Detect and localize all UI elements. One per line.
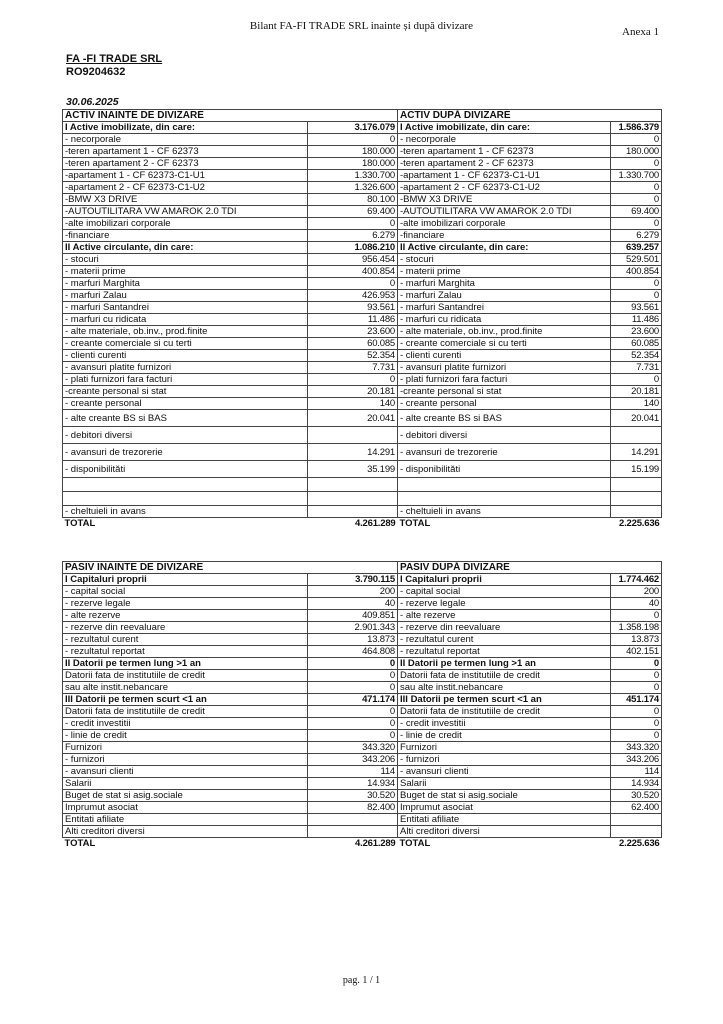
row-label-before: Furnizori: [63, 742, 308, 754]
row-value-before: 20.181: [308, 386, 398, 398]
row-label-before: - cheltuieli in avans: [63, 506, 308, 518]
row-label-after: -apartament 2 - CF 62373-C1-U2: [398, 182, 611, 194]
row-value-before: 69.400: [308, 206, 398, 218]
row-value-before: 464.808: [308, 646, 398, 658]
row-value-before: 1.086.210: [308, 242, 398, 254]
row-label-after: - creante comerciale si cu terti: [398, 338, 611, 350]
row-value-before: 7.731: [308, 362, 398, 374]
row-label-before: Buget de stat si asig.sociale: [63, 790, 308, 802]
row-label-before: - marfuri Santandrei: [63, 302, 308, 314]
row-value-before: 20.041: [308, 410, 398, 427]
row-value-before: 0: [308, 730, 398, 742]
row-label-after: - rezerve din reevaluare: [398, 622, 611, 634]
table-row: [63, 670, 662, 682]
row-label-after: - alte materiale, ob.inv., prod.finite: [398, 326, 611, 338]
row-value-before: 6.279: [308, 230, 398, 242]
total-label-before: TOTAL: [64, 518, 96, 529]
row-label-after: - disponibilităti: [398, 461, 611, 478]
pasiv-table: [62, 561, 662, 849]
table-row: [63, 492, 662, 506]
pasiv-header-row: [63, 562, 662, 574]
table-row: [63, 610, 662, 622]
row-label-after: - necorporale: [398, 134, 611, 146]
table-row: [63, 386, 662, 398]
page-number: pag. 1 / 1: [342, 975, 381, 986]
row-label-after: - plati furnizori fara facturi: [398, 374, 611, 386]
row-label-before: - disponibilităti: [63, 461, 308, 478]
row-label-before: - debitori diversi: [63, 427, 308, 444]
table-row: [63, 170, 662, 182]
row-label-after: - marfuri Marghita: [398, 278, 611, 290]
row-value-before: 52.354: [308, 350, 398, 362]
activ-header-row: [63, 110, 662, 122]
row-value-after: 6.279: [611, 230, 662, 242]
row-label-before: Salarii: [63, 778, 308, 790]
table-row: [63, 146, 662, 158]
table-row: [63, 790, 662, 802]
table-row: [63, 478, 662, 492]
row-label-before: - rezultatul curent: [63, 634, 308, 646]
row-value-before: 180.000: [308, 146, 398, 158]
table-row: [63, 622, 662, 634]
table-row: [63, 814, 662, 826]
row-value-before: 40: [308, 598, 398, 610]
row-label-before: Datorii fata de institutiile de credit: [63, 706, 308, 718]
table-row: [63, 574, 662, 586]
table-row: [63, 730, 662, 742]
row-value-before: 1.330.700: [308, 170, 398, 182]
row-label-before: - capital social: [63, 586, 308, 598]
row-value-before: 0: [308, 278, 398, 290]
row-label-before: I Active imobilizate, din care:: [63, 122, 308, 134]
row-label-before: II Active circulante, din care:: [63, 242, 308, 254]
table-row: [63, 646, 662, 658]
row-label-after: - materii prime: [398, 266, 611, 278]
row-value-before: [308, 506, 398, 518]
pasiv-before-title: PASIV INAINTE DE DIVIZARE: [63, 562, 398, 574]
activ-total-row: [63, 518, 662, 530]
row-value-after: 451.174: [611, 694, 662, 706]
row-label-after: Datorii fata de institutiile de credit: [398, 670, 611, 682]
row-value-before: [308, 478, 398, 492]
total-label-after: TOTAL: [399, 518, 431, 529]
table-row: [63, 427, 662, 444]
row-label-after: I Active imobilizate, din care:: [398, 122, 611, 134]
row-label-before: -alte imobilizari corporale: [63, 218, 308, 230]
table-row: [63, 302, 662, 314]
row-value-before: 35.199: [308, 461, 398, 478]
row-value-before: 93.561: [308, 302, 398, 314]
table-row: [63, 122, 662, 134]
table-row: [63, 586, 662, 598]
row-value-before: 0: [308, 682, 398, 694]
row-label-after: -financiare: [398, 230, 611, 242]
row-label-before: - rezultatul reportat: [63, 646, 308, 658]
table-row: [63, 766, 662, 778]
row-value-after: 0: [611, 182, 662, 194]
row-label-before: - alte rezerve: [63, 610, 308, 622]
row-value-after: 200: [611, 586, 662, 598]
row-label-after: - linie de credit: [398, 730, 611, 742]
row-value-after: 1.330.700: [611, 170, 662, 182]
row-value-after: [611, 506, 662, 518]
row-value-after: 402.151: [611, 646, 662, 658]
table-row: [63, 461, 662, 478]
row-value-after: 13.873: [611, 634, 662, 646]
row-value-before: 0: [308, 718, 398, 730]
table-row: [63, 194, 662, 206]
row-value-after: 20.041: [611, 410, 662, 427]
row-label-before: - marfuri cu ridicata: [63, 314, 308, 326]
table-row: [63, 802, 662, 814]
row-label-after: Furnizori: [398, 742, 611, 754]
row-label-before: - linie de credit: [63, 730, 308, 742]
row-value-before: 200: [308, 586, 398, 598]
table-row: [63, 254, 662, 266]
row-value-before: 409.851: [308, 610, 398, 622]
row-value-before: 0: [308, 658, 398, 670]
row-value-after: 0: [611, 610, 662, 622]
row-label-before: - alte materiale, ob.inv., prod.finite: [63, 326, 308, 338]
balance-date: 30.06.2025: [66, 96, 119, 108]
row-label-before: - creante comerciale si cu terti: [63, 338, 308, 350]
row-label-after: [398, 492, 611, 506]
table-row: [63, 314, 662, 326]
row-value-after: 0: [611, 730, 662, 742]
row-label-before: - alte creante BS si BAS: [63, 410, 308, 427]
row-label-after: - avansuri platite furnizori: [398, 362, 611, 374]
row-label-before: -teren apartament 2 - CF 62373: [63, 158, 308, 170]
row-label-after: Entitati afiliate: [398, 814, 611, 826]
table-row: [63, 182, 662, 194]
row-label-after: -BMW X3 DRIVE: [398, 194, 611, 206]
table-row: [63, 398, 662, 410]
row-label-before: III Datorii pe termen scurt <1 an: [63, 694, 308, 706]
row-value-after: 0: [611, 158, 662, 170]
row-value-before: 140: [308, 398, 398, 410]
row-value-after: 0: [611, 374, 662, 386]
row-value-after: 69.400: [611, 206, 662, 218]
row-value-after: 0: [611, 278, 662, 290]
row-value-before: [308, 492, 398, 506]
table-row: [63, 634, 662, 646]
row-label-before: - avansuri clienti: [63, 766, 308, 778]
row-label-before: Datorii fata de institutiile de credit: [63, 670, 308, 682]
row-value-after: 1.586.379: [611, 122, 662, 134]
row-label-after: - furnizori: [398, 754, 611, 766]
table-row: [63, 444, 662, 461]
table-row: [63, 278, 662, 290]
table-row: [63, 206, 662, 218]
table-row: [63, 718, 662, 730]
row-label-before: - marfuri Marghita: [63, 278, 308, 290]
table-row: [63, 242, 662, 254]
row-label-after: I Capitaluri proprii: [398, 574, 611, 586]
table-row: [63, 682, 662, 694]
row-label-before: - creante personal: [63, 398, 308, 410]
row-value-after: [611, 826, 662, 838]
row-label-after: - marfuri cu ridicata: [398, 314, 611, 326]
row-label-before: - marfuri Zalau: [63, 290, 308, 302]
row-value-before: 14.291: [308, 444, 398, 461]
row-value-before: 2.901.343: [308, 622, 398, 634]
row-label-before: - necorporale: [63, 134, 308, 146]
row-label-after: II Active circulante, din care:: [398, 242, 611, 254]
total-label-before: TOTAL: [64, 838, 96, 849]
row-label-before: -teren apartament 1 - CF 62373: [63, 146, 308, 158]
row-value-before: 11.486: [308, 314, 398, 326]
row-label-before: sau alte instit.nebancare: [63, 682, 308, 694]
table-row: [63, 598, 662, 610]
row-value-after: [611, 814, 662, 826]
table-row: [63, 290, 662, 302]
row-label-after: II Datorii pe termen lung >1 an: [398, 658, 611, 670]
row-label-before: - avansuri platite furnizori: [63, 362, 308, 374]
row-label-before: -AUTOUTILITARA VW AMAROK 2.0 TDI: [63, 206, 308, 218]
row-value-before: 956.454: [308, 254, 398, 266]
table-row: [63, 410, 662, 427]
row-label-after: - rezerve legale: [398, 598, 611, 610]
row-label-before: - rezerve legale: [63, 598, 308, 610]
row-label-before: [63, 478, 308, 492]
row-value-after: 62.400: [611, 802, 662, 814]
row-value-before: 0: [308, 134, 398, 146]
activ-table: [62, 109, 662, 529]
table-row: [63, 266, 662, 278]
table-row: [63, 658, 662, 670]
activ-before-title: ACTIV INAINTE DE DIVIZARE: [63, 110, 398, 122]
row-label-after: sau alte instit.nebancare: [398, 682, 611, 694]
row-value-before: [308, 427, 398, 444]
row-label-after: - debitori diversi: [398, 427, 611, 444]
row-label-after: -teren apartament 1 - CF 62373: [398, 146, 611, 158]
row-value-after: 40: [611, 598, 662, 610]
row-value-before: 0: [308, 670, 398, 682]
row-value-after: 30.520: [611, 790, 662, 802]
row-label-after: - avansuri de trezorerie: [398, 444, 611, 461]
total-value-after: 2.225.636: [619, 518, 660, 529]
table-row: [63, 506, 662, 518]
table-row: [63, 230, 662, 242]
row-value-after: 11.486: [611, 314, 662, 326]
row-value-after: 0: [611, 134, 662, 146]
row-label-after: - credit investitii: [398, 718, 611, 730]
row-value-after: 20.181: [611, 386, 662, 398]
row-label-after: Buget de stat si asig.sociale: [398, 790, 611, 802]
row-value-after: 0: [611, 218, 662, 230]
row-value-after: [611, 427, 662, 444]
table-row: [63, 826, 662, 838]
pasiv-after-title: PASIV DUPĂ DIVIZARE: [398, 562, 662, 574]
row-label-after: -apartament 1 - CF 62373-C1-U1: [398, 170, 611, 182]
table-row: [63, 218, 662, 230]
row-value-before: 14.934: [308, 778, 398, 790]
row-value-before: 343.206: [308, 754, 398, 766]
table-row: [63, 134, 662, 146]
row-label-before: - avansuri de trezorerie: [63, 444, 308, 461]
row-value-before: 82.400: [308, 802, 398, 814]
row-value-after: 529.501: [611, 254, 662, 266]
annex-label: Anexa 1: [622, 26, 659, 38]
row-value-after: 180.000: [611, 146, 662, 158]
row-value-before: 343.320: [308, 742, 398, 754]
row-value-after: 343.206: [611, 754, 662, 766]
row-label-after: - rezultatul curent: [398, 634, 611, 646]
row-value-after: 7.731: [611, 362, 662, 374]
table-row: [63, 338, 662, 350]
row-value-after: 93.561: [611, 302, 662, 314]
row-value-after: 1.358.198: [611, 622, 662, 634]
total-label-after: TOTAL: [399, 838, 431, 849]
row-label-before: -BMW X3 DRIVE: [63, 194, 308, 206]
row-value-before: 80.100: [308, 194, 398, 206]
row-label-before: Entitati afiliate: [63, 814, 308, 826]
row-label-after: - avansuri clienti: [398, 766, 611, 778]
row-label-before: -apartament 2 - CF 62373-C1-U2: [63, 182, 308, 194]
row-value-before: 0: [308, 374, 398, 386]
row-value-after: 0: [611, 194, 662, 206]
row-value-after: 1.774.462: [611, 574, 662, 586]
row-label-before: [63, 492, 308, 506]
table-row: [63, 706, 662, 718]
row-label-after: Salarii: [398, 778, 611, 790]
pasiv-total-row: [63, 838, 662, 850]
document-title: Bilant FA-FI TRADE SRL inainte și după divizare: [249, 20, 474, 32]
row-value-after: 0: [611, 290, 662, 302]
row-label-after: - marfuri Zalau: [398, 290, 611, 302]
row-label-before: - clienti curenti: [63, 350, 308, 362]
row-value-before: 0: [308, 218, 398, 230]
total-value-before: 4.261.289: [355, 518, 396, 529]
row-label-before: - materii prime: [63, 266, 308, 278]
row-value-after: 0: [611, 670, 662, 682]
row-label-after: - alte creante BS si BAS: [398, 410, 611, 427]
company-name: FA -FI TRADE SRL: [66, 53, 163, 65]
company-block: [66, 53, 162, 79]
row-value-after: 52.354: [611, 350, 662, 362]
row-label-after: - capital social: [398, 586, 611, 598]
row-label-before: Alti creditori diversi: [63, 826, 308, 838]
row-value-before: [308, 814, 398, 826]
row-value-before: 1.326.600: [308, 182, 398, 194]
row-label-after: -creante personal si stat: [398, 386, 611, 398]
total-value-after: 2.225.636: [619, 838, 660, 849]
row-value-after: 60.085: [611, 338, 662, 350]
row-label-before: II Datorii pe termen lung >1 an: [63, 658, 308, 670]
row-value-before: 23.600: [308, 326, 398, 338]
row-label-after: - rezultatul reportat: [398, 646, 611, 658]
row-value-before: [308, 826, 398, 838]
row-value-before: 180.000: [308, 158, 398, 170]
row-label-after: - creante personal: [398, 398, 611, 410]
row-value-before: 3.176.079: [308, 122, 398, 134]
row-value-after: 15.199: [611, 461, 662, 478]
row-label-before: I Capitaluri proprii: [63, 574, 308, 586]
row-value-after: 0: [611, 706, 662, 718]
row-label-after: III Datorii pe termen scurt <1 an: [398, 694, 611, 706]
activ-after-title: ACTIV DUPĂ DIVIZARE: [398, 110, 662, 122]
row-value-after: 140: [611, 398, 662, 410]
row-label-after: - stocuri: [398, 254, 611, 266]
row-label-after: -alte imobilizari corporale: [398, 218, 611, 230]
table-row: [63, 350, 662, 362]
row-value-after: 14.291: [611, 444, 662, 461]
row-value-before: 13.873: [308, 634, 398, 646]
table-row: [63, 326, 662, 338]
total-value-before: 4.261.289: [355, 838, 396, 849]
row-value-before: 60.085: [308, 338, 398, 350]
row-value-after: [611, 478, 662, 492]
row-value-before: 426.953: [308, 290, 398, 302]
company-cui: RO9204632: [66, 66, 126, 78]
row-label-after: - alte rezerve: [398, 610, 611, 622]
table-row: [63, 374, 662, 386]
row-label-after: -AUTOUTILITARA VW AMAROK 2.0 TDI: [398, 206, 611, 218]
row-label-after: -teren apartament 2 - CF 62373: [398, 158, 611, 170]
row-value-after: 0: [611, 658, 662, 670]
row-label-after: Imprumut asociat: [398, 802, 611, 814]
table-row: [63, 754, 662, 766]
row-value-after: 400.854: [611, 266, 662, 278]
row-label-before: -creante personal si stat: [63, 386, 308, 398]
row-value-before: 30.520: [308, 790, 398, 802]
row-label-after: - cheltuieli in avans: [398, 506, 611, 518]
row-label-before: Imprumut asociat: [63, 802, 308, 814]
row-value-after: 0: [611, 718, 662, 730]
table-row: [63, 778, 662, 790]
row-value-after: 343.320: [611, 742, 662, 754]
row-value-after: 14.934: [611, 778, 662, 790]
table-row: [63, 694, 662, 706]
table-row: [63, 362, 662, 374]
row-label-before: -financiare: [63, 230, 308, 242]
row-value-before: 114: [308, 766, 398, 778]
row-value-after: [611, 492, 662, 506]
row-value-before: 400.854: [308, 266, 398, 278]
row-label-before: - furnizori: [63, 754, 308, 766]
row-label-before: - credit investitii: [63, 718, 308, 730]
row-value-after: 23.600: [611, 326, 662, 338]
table-row: [63, 158, 662, 170]
row-value-before: 3.790.115: [308, 574, 398, 586]
row-label-after: [398, 478, 611, 492]
row-label-before: - rezerve din reevaluare: [63, 622, 308, 634]
row-value-after: 114: [611, 766, 662, 778]
row-label-before: -apartament 1 - CF 62373-C1-U1: [63, 170, 308, 182]
row-value-after: 0: [611, 682, 662, 694]
row-label-after: Alti creditori diversi: [398, 826, 611, 838]
table-row: [63, 742, 662, 754]
row-value-after: 639.257: [611, 242, 662, 254]
row-value-before: 0: [308, 706, 398, 718]
row-label-after: - marfuri Santandrei: [398, 302, 611, 314]
row-label-before: - plati furnizori fara facturi: [63, 374, 308, 386]
row-value-before: 471.174: [308, 694, 398, 706]
row-label-before: - stocuri: [63, 254, 308, 266]
row-label-after: - clienti curenti: [398, 350, 611, 362]
row-label-after: Datorii fata de institutiile de credit: [398, 706, 611, 718]
